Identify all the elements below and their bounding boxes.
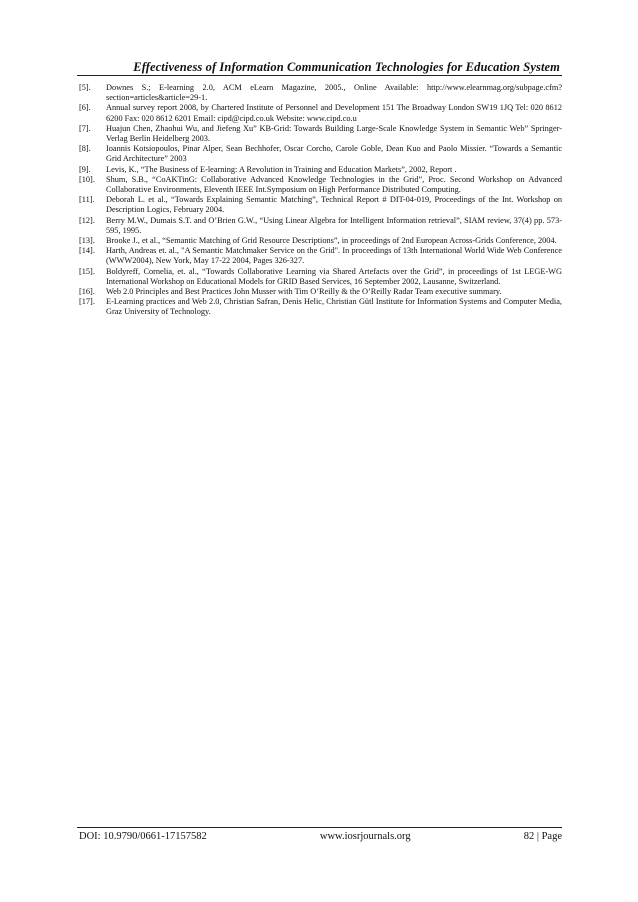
reference-number: [12]. xyxy=(79,215,95,225)
reference-text: E-Learning practices and Web 2.0, Christian Safran, Denis Helic, Christian Gütl Institute for Information Systems and Computer Media, Graz University of Technology. xyxy=(106,297,562,317)
page-footer xyxy=(79,831,562,842)
reference-text: Berry M.W., Dumais S.T. and O’Brien G.W., “Using Linear Algebra for Intelligent Information retrieval”, SIAM review, 37(4) pp. 573-595, 1995. xyxy=(106,215,562,235)
footer-divider xyxy=(77,827,562,828)
reference-text: Boldyreff, Cornelia, et. al., “Towards Collaborative Learning via Shared Artefacts over the Grid”, in proceedings of 1st LEGE-WG International Workshop on Educational Models for GRID Based Services, 16 September 2002, Lausanne, Switzerland. xyxy=(106,266,562,286)
reference-item xyxy=(79,124,562,144)
reference-number: [6]. xyxy=(79,103,91,113)
reference-list xyxy=(79,83,562,318)
reference-text: Huajun Chen, Zhaohui Wu, and Jiefeng Xu” KB-Grid: Towards Building Large-Scale Knowledge System in Semantic Web” Springer-Verlag Berlin Heidelberg 2003. xyxy=(106,123,562,144)
reference-number: [11]. xyxy=(79,195,95,205)
footer-website: www.iosrjournals.org xyxy=(319,831,411,842)
reference-number: [15]. xyxy=(79,266,95,276)
reference-text: Ioannis Kotsiopoulos, Pinar Alper, Sean Bechhofer, Oscar Corcho, Carole Goble, Dean Kuo and Paolo Missier. “Towards a Semantic Grid Architecture” 2003 xyxy=(106,144,562,164)
reference-number: [8]. xyxy=(79,144,91,154)
header-divider xyxy=(77,75,562,76)
reference-number: [16]. xyxy=(79,287,95,297)
reference-number: [7]. xyxy=(79,123,91,133)
reference-item xyxy=(79,103,562,123)
reference-item xyxy=(79,287,562,297)
reference-item xyxy=(79,175,562,195)
reference-text: Levis, K., “The Business of E-learning: A Revolution in Training and Education Markets”, 2002, Report . xyxy=(106,164,457,174)
reference-number: [13]. xyxy=(79,236,95,246)
reference-text: Annual survey report 2008, by Chartered Institute of Personnel and Development 151 The Broadway London SW19 1JQ Tel: 020 8612 6200 Fax: 020 8612 6201 Email: cipd@cipd.co.uk Website: www.cipd.co.u xyxy=(106,103,562,123)
reference-number: [14]. xyxy=(79,246,95,256)
reference-item xyxy=(79,267,562,287)
reference-number: [17]. xyxy=(79,297,95,307)
reference-text: Brooke J., et al., “Semantic Matching of Grid Resource Descriptions”, in proceedings of 2nd European Across-Grids Conference, 2004. xyxy=(106,236,557,246)
footer-doi: DOI: 10.9790/0661-17157582 xyxy=(79,831,207,842)
reference-text: Web 2.0 Principles and Best Practices John Musser with Tim O’Reilly & the O’Reilly Radar Team executive summary. xyxy=(106,287,502,297)
reference-item xyxy=(79,144,562,164)
reference-number: [5]. xyxy=(79,83,91,92)
reference-item xyxy=(79,297,562,317)
footer-page-number: 82 | Page xyxy=(523,831,562,842)
reference-item xyxy=(79,83,562,103)
reference-number: [9]. xyxy=(79,164,91,174)
reference-text: Shum, S.B., “CoAKTinG: Collaborative Advanced Knowledge Technologies in the Grid”, Proc. Second Workshop on Advanced Collaborative Environments, Eleventh IEEE Int.Symposium on High Performance Distributed Computing. xyxy=(106,174,562,195)
reference-text: Deborah L. et al., “Towards Explaining Semantic Matching”, Technical Report # DIT-04-019, Proceedings of the Int. Workshop on Description Logics, February 2004. xyxy=(106,195,562,215)
reference-item xyxy=(79,195,562,215)
reference-item xyxy=(79,216,562,236)
running-header-title: Effectiveness of Information Communication Technologies for Education System xyxy=(133,60,560,74)
reference-text: Downes S.; E-learning 2.0, ACM eLearn Magazine, 2005., Online Available: http://www.elearnmag.org/subpage.cfm?section=articles&article=29-1. xyxy=(106,83,562,103)
reference-number: [10]. xyxy=(79,174,95,184)
reference-item xyxy=(79,165,562,175)
reference-item xyxy=(79,246,562,266)
reference-item xyxy=(79,236,562,246)
reference-text: Harth, Andreas et. al., "A Semantic Matchmaker Service on the Grid". In proceedings of 13th International World Wide Web Conference (WWW2004), New York, May 17-22 2004, Pages 326-327. xyxy=(106,246,562,266)
